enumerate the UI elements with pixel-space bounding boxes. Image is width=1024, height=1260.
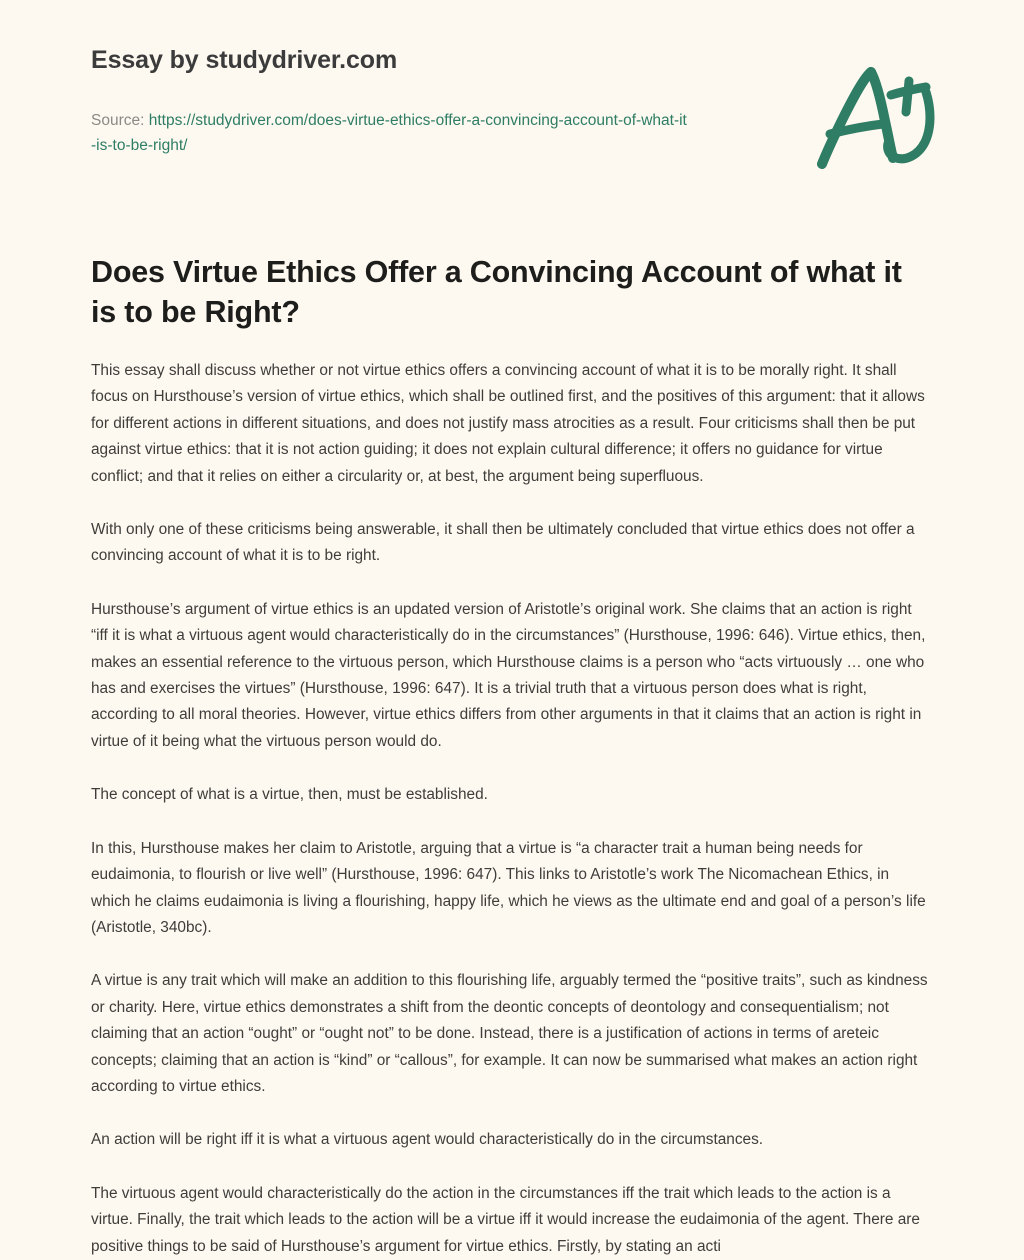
source-line [91,108,691,158]
paragraph: The concept of what is a virtue, then, must be established. [91,786,488,804]
paragraph: Hursthouse’s argument of virtue ethics is an updated version of Aristotle’s original work. She claims that an action is right “iff it is what a virtuous agent would characteristically do in the circumstances” (Hursthouse, 1996: 646). Virtue ethics, then, makes an essential reference to the virtuous person, which Hursthouse claims is a person who “acts virtuously … one who has and exercises the virtues” (Hursthouse, 1996: 647). It is a trivial truth that a virtuous person does what is right, according to all moral theories. However, virtue ethics differs from other arguments in that it claims that an action is right in virtue of it being what the virtuous person would do. [91,600,926,750]
source-url-link[interactable]: https://studydriver.com/does-virtue-ethics-offer-a-convincing-account-of-what-it-is-to-be-right/ [91,112,687,154]
paragraph: The virtuous agent would characteristically do the action in the circumstances iff the trait which leads to the action is a virtue. Finally, the trait which leads to the action will be a virtue iff it would increase the eudaimonia of the agent. There are positive things to be said of Hursthouse’s argument for virtue ethics. Firstly, by stating an acti [91,1184,920,1255]
paragraph: In this, Hursthouse makes her claim to Aristotle, arguing that a virtue is “a character trait a human being needs for eudaimonia, to flourish or live well” (Hursthouse, 1996: 647). This links to Aristotle’s work The Nicomachean Ethics, in which he claims eudaimonia is living a flourishing, happy life, which he views as the ultimate end and goal of a person’s life (Aristotle, 340bc). [91,839,926,936]
source-label: Source: [91,112,145,129]
paragraph: A virtue is any trait which will make an addition to this flourishing life, arguably termed the “positive traits”, such as kindness or charity. Here, virtue ethics demonstrates a shift from the deontic concepts of deontology and consequentialism; not claiming that an action “ought” or “ought not” to be done. Instead, there is a justification of actions in terms of areteic concepts; claiming that an action is “kind” or “callous”, for example. It can now be summarised what makes an action right according to virtue ethics. [91,972,928,1095]
paragraph: This essay shall discuss whether or not virtue ethics offers a convincing account of what it is to be morally right. It shall focus on Hursthouse’s version of virtue ethics, which shall be outlined first, and the positives of this argument: that it allows for different actions in different situations, and does not justify mass atrocities as a result. Four criticisms shall then be put against virtue ethics: that it is not action guiding; it does not explain cultural difference; it offers no guidance for virtue conflict; and that it relies on either a circularity or, at best, the argument being superfluous. [91,362,925,485]
brand-title: Essay by studydriver.com [91,46,398,74]
paragraph: An action will be right iff it is what a virtuous agent would characteristically do in the circumstances. [91,1131,764,1149]
page-header [0,0,1024,200]
page-title: Does Virtue Ethics Offer a Convincing Account of what it is to be Right? [91,255,902,329]
article [91,252,929,1260]
article-body [91,358,929,1260]
a-plus-logo[interactable] [808,63,948,175]
paragraph: With only one of these criticisms being answerable, it shall then be ultimately concluded that virtue ethics does not offer a convincing account of what it is to be right. [91,521,915,565]
a-plus-logo-icon [808,63,948,175]
